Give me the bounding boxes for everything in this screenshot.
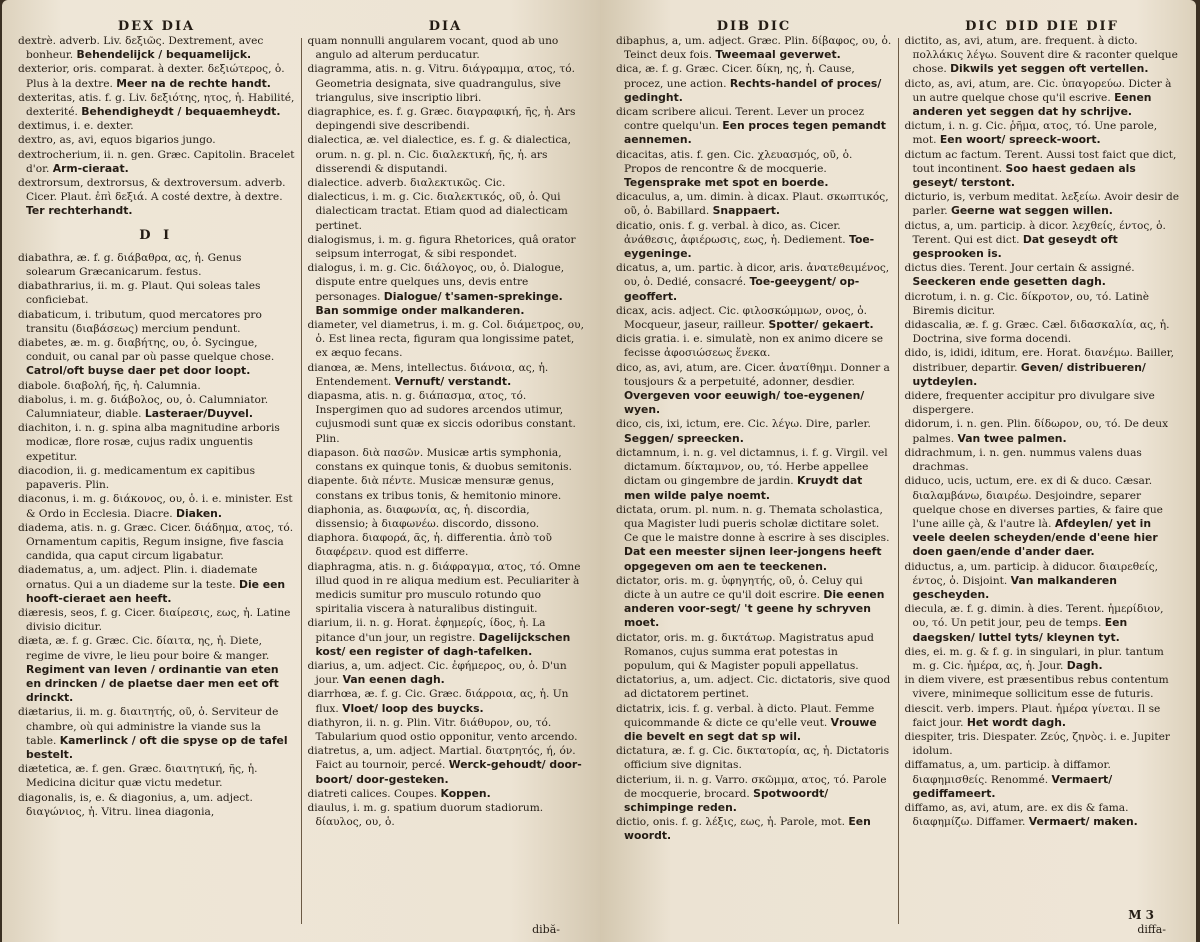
entry-text: dicaculus, a, um. dimin. à dicax. Plaut. σκωπτικός, οῦ, ὁ. Babillard. — [616, 191, 889, 218]
entry-dutch: Ter rechterhandt. — [26, 204, 133, 218]
dictionary-entry — [18, 251, 295, 279]
dictionary-entry — [18, 563, 295, 606]
entry-text: diabaticum, i. tributum, quod mercatores pro transitu (διαβάσεως) mercium pendunt. — [18, 308, 262, 335]
dictionary-entry — [905, 801, 1181, 829]
entry-text: diecula, æ. f. g. dimin. à dies. Terent. ἡμερίδιον, ου, τό. Un petit jour, peu de temps. — [904, 603, 1164, 630]
left-page — [2, 0, 600, 942]
dictionary-entry — [308, 503, 585, 531]
dictionary-entry — [905, 290, 1181, 318]
entry-text: diatreti calices. Coupes. — [307, 787, 441, 800]
entry-dutch: Toe-eygeninge. — [624, 232, 875, 261]
entry-text: dies, ei. m. g. & f. g. in singulari, in plur. tantum m. g. Cic. ἡμέρα, ας, ἡ. Jour. — [904, 645, 1164, 672]
entry-dutch: Eenen anderen yet seggen dat hy schrijve. — [912, 90, 1152, 119]
entry-text: dictito, as, avi, atum, are. frequent. à dicto. πολλάκις λέγω. Souvent dire & raconter quelque chose. — [904, 35, 1178, 76]
dictionary-entry — [308, 34, 585, 62]
entry-text: dicatus, a, um. partic. à dicor, aris. ἀνατεθειμένος, ου, ὁ. Dedié, consacré. — [616, 262, 890, 289]
dictionary-entry — [308, 318, 585, 361]
entry-dutch: Soo haest gedaen als geseyt/ terstont. — [912, 161, 1136, 190]
dictionary-entry — [308, 787, 585, 801]
entry-text: diabathra, æ. f. g. διάβαθρα, ας, ἡ. Genus solearum Græcanicarum. festus. — [18, 251, 242, 279]
entry-text: diaphragma, atis. n. g. διάφραγμα, ατος, τό. Omne illud quod in re aliqua medium est. Peculiariter à medicis sumitur pro musculo rotundo quo spiritalia viscera à naturalibus distinguit. — [307, 560, 581, 616]
right-page — [600, 0, 1196, 942]
entry-dutch: Geerne wat seggen willen. — [950, 204, 1113, 218]
entry-text: dido, is, ididi, iditum, ere. Horat. διανέμω. Bailler, distribuer, departir. — [904, 347, 1175, 374]
entry-text: didascalia, æ. f. g. Græc. Cæl. διδασκαλία, ας, ἡ. Doctrina, sive forma docendi. — [904, 319, 1170, 346]
entry-dutch: Geven/ distribueren/ uytdeylen. — [912, 360, 1146, 388]
running-head: DIB DIC — [716, 19, 792, 34]
dictionary-entry — [308, 616, 585, 659]
dictionary-entry — [905, 119, 1181, 147]
dictionary-entry — [18, 176, 295, 219]
dictionary-entry — [905, 602, 1181, 645]
dictionary-entry — [18, 705, 295, 762]
dictionary-entry — [905, 702, 1181, 730]
entry-text: dexterior, oris. comparat. à dexter. δεξιώτερος, ὁ. Plus à la dextre. — [18, 63, 285, 90]
dictionary-entry — [616, 446, 892, 503]
entry-dutch: Afdeylen/ yet in veele deelen scheyden/ende d'eene hier doen gaen/ende d'ander daer. — [912, 516, 1158, 559]
dictionary-entry — [308, 176, 585, 190]
dictionary-entry — [616, 702, 892, 745]
entry-dutch: Een woort/ spreeck-woort. — [939, 133, 1101, 147]
dictionary-entry — [308, 261, 585, 318]
dictionary-entry — [905, 758, 1181, 801]
dictionary-entry — [616, 744, 892, 772]
entry-dutch: Vermaert/ gediffameert. — [912, 772, 1113, 800]
entry-text: quam nonnulli angularem vocant, quod ab uno angulo ad alterum perducatur. — [307, 35, 559, 62]
right-page-columns — [610, 34, 1186, 924]
entry-dutch: Behendigheydt / bequaemheydt. — [81, 105, 281, 119]
entry-text: dicax, acis. adject. Cic. φιλοσκώμμων, ονος, ὁ. Mocqueur, jaseur, railleur. — [616, 304, 868, 332]
entry-text: dictatrix, icis. f. g. verbal. à dicto. Plaut. Femme quicommande & dicte ce qu'elle veut. — [616, 702, 875, 729]
dictionary-entry — [905, 318, 1181, 346]
entry-text: diaphonia, as. διαφωνία, ας, ἡ. discordia, dissensio; à διαφωνέω. discordo, dissono. — [307, 503, 540, 530]
dictionary-entry — [616, 773, 892, 816]
entry-text: dicacitas, atis. f. gen. Cic. χλευασμός, οῦ, ὁ. Propos de rencontre & de mocquerie. — [616, 148, 853, 175]
dictionary-entry — [616, 105, 892, 148]
entry-text: dextimus, i. e. dexter. — [18, 120, 134, 133]
entry-text: diagraphice, es. f. g. Græc. διαγραφική, ῆς, ἡ. Ars depingendi sive describendi. — [307, 106, 576, 133]
dictionary-entry — [18, 379, 295, 393]
entry-text: dialecticus, i. m. g. Cic. διαλεκτικός, οῦ, ὁ. Qui dialecticam tractat. Etiam quod ad dialecticam pertinet. — [307, 191, 568, 232]
dictionary-entry — [308, 474, 585, 502]
dictionary-entry — [308, 361, 585, 389]
entry-text: diarrhœa, æ. f. g. Cic. Græc. διάρροια, ας, ἡ. Un flux. — [307, 688, 569, 715]
column — [610, 34, 898, 924]
dictionary-entry — [308, 659, 585, 687]
entry-text: diapente. διὰ πέντε. Musicæ mensuræ genus, constans ex tribus tonis, & hemitonio minore. — [307, 475, 562, 502]
entry-text: diescit. verb. impers. Plaut. ἡμέρα γίνεται. Il se faict jour. — [904, 702, 1161, 729]
dictionary-entry — [18, 606, 295, 634]
entry-text: dicterium, ii. n. g. Varro. σκῶμμα, ατος, τό. Parole de mocquerie, brocard. — [616, 773, 887, 800]
entry-dutch: Vermaert/ maken. — [1028, 815, 1138, 829]
entry-text: didorum, i. n. gen. Plin. δίδωρον, ου, τό. De deux palmes. — [904, 418, 1169, 445]
entry-dutch: Lasteraer/Duyvel. — [144, 407, 253, 421]
dictionary-entry — [18, 148, 295, 176]
entry-text: diapasma, atis. n. g. διάπασμα, ατος, τό. Inspergimen quo ad sudores arcendos utimur, cujusmodi sunt quæ ex siccis odoribus constant. Plin. — [307, 390, 576, 445]
entry-text: dialectica, æ. vel dialectice, es. f. g. & dialectica, orum. n. g. pl. n. Cic. διαλεκτική, ῆς, ἡ. ars disserendi & disputandi. — [307, 134, 571, 175]
left-page-header — [12, 8, 590, 34]
entry-text: diffamatus, a, um. particip. à diffamor. διαφημισθείς. Renommé. — [904, 759, 1111, 786]
entry-dutch: Vernuft/ verstandt. — [394, 374, 512, 388]
entry-text: diæresis, seos, f. g. Cicer. διαίρεσις, εως, ἡ. Latine divisio dicitur. — [18, 606, 291, 634]
entry-dutch: Kruydt dat men wilde palye noemt. — [624, 474, 863, 502]
dictionary-entry — [905, 474, 1181, 559]
entry-text: dico, cis, ixi, ictum, ere. Cic. λέγω. Dire, parler. — [616, 418, 871, 431]
entry-dutch: Het wordt dagh. — [966, 715, 1066, 729]
entry-text: diaphora. διαφορά, ᾶς, ἡ. differentia. ἀπὸ τοῦ διαφέρειν. quod est differre. — [307, 532, 552, 559]
dictionary-entry — [905, 148, 1181, 191]
dictionary-entry — [905, 190, 1181, 218]
dictionary-entry — [308, 744, 585, 787]
running-head: DIC DID DIE DIF — [965, 19, 1119, 34]
entry-text: dialogus, i. m. g. Cic. διάλογος, ου, ὁ. Dialogue, dispute entre quelques uns, devis entre personages. — [307, 262, 565, 303]
entry-text: diæta, æ. f. g. Græc. Cic. δίαιτα, ης, ἡ. Diete, regime de vivre, le lieu pour boire & manger. — [18, 635, 270, 662]
entry-text: diacodion, ii. g. medicamentum ex capitibus papaveris. Plin. — [18, 464, 256, 492]
dictionary-entry — [308, 716, 585, 744]
dictionary-entry — [308, 389, 585, 446]
dictionary-entry — [18, 308, 295, 336]
entry-text: diadematus, a, um. adject. Plin. i. diademate ornatus. Qui a un diademe sur la teste. — [18, 564, 258, 591]
entry-text: diadema, atis. n. g. Græc. Cicer. διάδημα, ατος, τό. Ornamentum capitis, Regum insigne, five fascia candida, qua caput circum ligabatur. — [18, 521, 294, 563]
entry-text: dialectice. adverb. διαλεκτικῶς. Cic. — [307, 177, 506, 190]
dictionary-entry — [308, 801, 585, 829]
dictionary-entry — [18, 34, 295, 62]
entry-dutch: Die een hooft-cieraet aen heeft. — [26, 577, 286, 605]
section-heading: D I — [139, 227, 174, 243]
dictionary-entry — [616, 673, 892, 701]
dictionary-entry — [616, 631, 892, 674]
entry-dutch: Diaken. — [175, 506, 222, 520]
entry-dutch: Snappaert. — [712, 204, 781, 218]
dictionary-entry — [616, 815, 892, 843]
entry-dutch: Overgeven voor eeuwigh/ toe-eygenen/ wyen. — [624, 389, 865, 417]
entry-dutch: Een proces tegen pemandt aennemen. — [624, 119, 886, 147]
dictionary-entry — [18, 279, 295, 307]
entry-text: dialogismus, i. m. g. figura Rhetorices, quâ orator seipsum interrogat, & sibi respondet. — [307, 233, 576, 261]
entry-dutch: Van eenen dagh. — [342, 673, 445, 687]
entry-text: dextro, as, avi, equos bigarios jungo. — [18, 134, 216, 147]
entry-text: diagramma, atis. n. g. Vitru. διάγραμμα, ατος, τό. Geometria designata, sive quadrangulus, sive triangulus, sive inscriptio libri. — [307, 63, 575, 104]
dictionary-entry — [308, 560, 585, 617]
dictionary-entry — [18, 791, 295, 819]
catchword: diffa- — [1137, 923, 1166, 936]
dictionary-entry — [18, 464, 295, 492]
dictionary-entry — [18, 133, 295, 147]
dictionary-entry — [616, 190, 892, 218]
entry-text: dictum, i. n. g. Cic. ῥῆμα, ατος, τό. Une parole, mot. — [904, 120, 1158, 147]
dictionary-entry — [905, 417, 1181, 445]
dictionary-entry — [18, 62, 295, 90]
entry-dutch: Arm-cieraat. — [52, 161, 129, 175]
entry-dutch: Van twee palmen. — [957, 431, 1067, 445]
dictionary-entry — [616, 304, 892, 332]
entry-text: dico, as, avi, atum, are. Cicer. ἀνατίθημι. Donner a tousjours & a perpetuité, adonner, desdier. — [616, 361, 890, 388]
entry-dutch: Dialogue/ t'samen-sprekinge. Ban sommige onder malkanderen. — [315, 289, 563, 317]
entry-dutch: Catrol/oft buyse daer pet door loopt. — [26, 364, 251, 378]
entry-text: dictata, orum. pl. num. n. g. Themata scholastica, qua Magister ludi pueris scholæ dictitare solet. Ce que le maistre donne à escrire à ses disciples. — [616, 503, 890, 545]
entry-text: diaconus, i. m. g. διάκονος, ου, ὁ. i. e. minister. Est & Ordo in Ecclesia. Diacre. — [18, 493, 293, 520]
entry-dutch: Seeckeren ende gesetten dagh. — [912, 275, 1106, 289]
entry-text: dextrè. adverb. Liv. δεξιῶς. Dextrement, avec bonheur. — [18, 35, 264, 62]
dictionary-entry — [308, 105, 585, 133]
dictionary-entry — [308, 133, 585, 176]
dictionary-entry — [308, 687, 585, 715]
entry-dutch: Dat geseydt oft gesprooken is. — [912, 232, 1118, 261]
right-page-header — [610, 8, 1186, 34]
dictionary-entry — [18, 393, 295, 421]
entry-text: dictus dies. Terent. Jour certain & assigné. — [904, 262, 1135, 275]
entry-text: dextrocherium, ii. n. gen. Græc. Capitolin. Bracelet d'or. — [18, 148, 295, 175]
running-head: DIA — [428, 19, 463, 34]
dictionary-entry — [308, 233, 585, 261]
dictionary-entry — [616, 332, 892, 360]
entry-dutch: Kamerlinck / oft die spyse op de tafel bestelt. — [26, 733, 288, 761]
dictionary-entry — [616, 148, 892, 191]
entry-text: diachiton, i. n. g. spina alba magnitudine arboris modicæ, flore rosæ, cujus radix unguentis expetitur. — [18, 422, 280, 463]
dictionary-entry — [905, 645, 1181, 673]
catchword: dibă- — [532, 923, 560, 936]
entry-text: diarium, ii. n. g. Horat. ἐφημερίς, ίδος, ἡ. La pitance d'un jour, un registre. — [307, 617, 546, 644]
entry-dutch: Een daegsken/ luttel tyts/ kleynen tyt. — [912, 616, 1128, 644]
entry-dutch: Koppen. — [440, 786, 491, 800]
dictionary-entry — [616, 261, 892, 304]
entry-text: dicis gratia. i. e. simulatè, non ex animo dicere se fecisse ἀφοσιώσεως ἕνεκα. — [616, 333, 884, 360]
entry-text: diætarius, ii. m. g. διαιτητής, οῦ, ὁ. Serviteur de chambre, où qui administre la viande sus la table. — [18, 706, 279, 747]
entry-dutch: Behendelijck / bequamelijck. — [76, 48, 252, 62]
entry-text: dicto, as, avi, atum, are. Cic. ὑπαγορεύω. Dicter à un autre quelque chose qu'il escrive. — [904, 77, 1172, 104]
entry-text: diffamo, as, avi, atum, are. ex dis & fama. διαφημίζω. Diffamer. — [904, 801, 1129, 829]
entry-text: diathyron, ii. n. g. Plin. Vitr. διάθυρον, ου, τό. Tabularium quod ostio opponitur, vento arcendo. — [307, 716, 578, 743]
entry-text: dicatio, onis. f. g. verbal. à dico, as. Cicer. ἀνάθεσις, ἀφιέρωσις, εως, ἡ. Dediement. — [616, 219, 850, 246]
dictionary-entry — [18, 421, 295, 464]
dictionary-entry — [905, 730, 1181, 758]
entry-text: dictamnum, i. n. g. vel dictamnus, i. f. g. Virgil. vel dictamum. δίκταμνον, ου, τό. Herbe appellee dictam ou gingembre de jardin. — [616, 446, 888, 488]
entry-text: dictator, oris. m. g. δικτάτωρ. Magistratus apud Romanos, cujus summa erat potestas in populum, qui & Magister populi appellatus. — [616, 631, 874, 672]
dictionary-entry — [616, 219, 892, 262]
entry-text: dictatura, æ. f. g. Cic. δικτατορία, ας, ἡ. Dictatoris officium sive dignitas. — [616, 745, 890, 772]
entry-text: diabole. διαβολή, ῆς, ἡ. Calumnia. — [18, 379, 201, 392]
entry-dutch: Vrouwe die bevelt en segt dat sp wil. — [624, 715, 877, 743]
dictionary-entry — [18, 492, 295, 520]
entry-text: dictio, onis. f. g. λέξις, εως, ἡ. Parole, mot. — [616, 816, 849, 829]
signature-mark: M 3 — [1128, 908, 1154, 922]
entry-text: dictus, a, um. particip. à dicor. λεχθείς, έντος, ὁ. Terent. Qui est dict. — [904, 219, 1166, 246]
entry-text: dibaphus, a, um. adject. Græc. Plin. δίβαφος, ου, ὁ. Teinct deux fois. — [616, 35, 892, 62]
dictionary-entry — [308, 531, 585, 559]
entry-text: dianœa, æ. Mens, intellectus. διάνοια, ας, ἡ. Entendement. — [307, 361, 549, 388]
dictionary-entry — [308, 446, 585, 474]
entry-text: dictator, oris. m. g. ὑφηγητής, οῦ, ὁ. Celuy qui dicte à un autre ce qu'il doit escrire. — [616, 574, 863, 601]
entry-dutch: Werck-gehoudt/ door-boort/ door-gesteken. — [315, 758, 582, 786]
dictionary-entry — [18, 521, 295, 564]
column — [899, 34, 1187, 924]
entry-text: diaulus, i. m. g. spatium duorum stadiorum. δίαυλος, ου, ὁ. — [307, 801, 544, 829]
entry-dutch: Tweemaal geverwet. — [715, 48, 841, 62]
entry-dutch: Dikwils yet seggen oft vertellen. — [950, 62, 1149, 76]
entry-text: diapason. διὰ πασῶν. Musicæ artis symphonia, constans ex quinque tonis, & duobus semitonis. — [307, 446, 572, 474]
entry-text: diabetes, æ. m. g. διαβήτης, ου, ὁ. Sycingue, conduit, ou canal par où passe quelque chose. — [18, 337, 275, 364]
entry-text: dictatorius, a, um. adject. Cic. dictatoris, sive quod ad dictatorem pertinet. — [616, 674, 891, 701]
dictionary-entry — [18, 336, 295, 379]
column — [12, 34, 301, 924]
entry-dutch: Tegensprake met spot en boerde. — [624, 176, 829, 190]
entry-text: didere, frequenter accipitur pro divulgare sive dispergere. — [904, 390, 1155, 417]
dictionary-entry — [905, 389, 1181, 417]
entry-text: dexteritas, atis. f. g. Liv. δεξιότης, ητος, ἡ. Habilité, dexterité. — [18, 91, 295, 119]
dictionary-entry — [18, 119, 295, 133]
dictionary-entry — [18, 634, 295, 705]
entry-text: dextrorsum, dextrorsus, & dextroversum. adverb. Cicer. Plaut. ἐπὶ δεξιά. A costé dextre, à dextre. — [18, 177, 286, 204]
entry-dutch: Spotter/ gekaert. — [768, 318, 874, 332]
entry-text: diabolus, i. m. g. διάβολος, ου, ὁ. Calumniator. Calumniateur, diable. — [18, 393, 269, 421]
entry-dutch: Regiment van leven / ordinantie van eten en drincken / de plaetse daer men eet oft drinckt. — [26, 662, 279, 705]
entry-dutch: Die eenen anderen voor-segt/ 't geene hy schryven moet. — [624, 587, 885, 630]
dictionary-entry — [905, 77, 1181, 120]
entry-dutch: Van malkanderen gescheyden. — [912, 573, 1117, 601]
dictionary-entry — [18, 762, 295, 790]
entry-text: diabathrarius, ii. m. g. Plaut. Qui soleas tales conficiebat. — [18, 280, 261, 307]
entry-dutch: Rechts-handel of proces/ gedinght. — [624, 76, 882, 104]
dictionary-entry — [616, 361, 892, 418]
entry-text: dictum ac factum. Terent. Aussi tost faict que dict, tout incontinent. — [904, 148, 1177, 175]
dictionary-entry — [905, 346, 1181, 389]
entry-text: diespiter, tris. Diespater. Ζεύς, ζηνὸς. i. e. Jupiter idolum. — [904, 730, 1170, 758]
entry-dutch: Seggen/ spreecken. — [624, 431, 744, 445]
dictionary-entry — [905, 219, 1181, 262]
entry-text: didrachmum, i. n. gen. nummus valens duas drachmas. — [904, 446, 1142, 474]
entry-dutch: Een woordt. — [624, 815, 871, 843]
entry-text: diameter, vel diametrus, i. m. g. Col. διάμετρος, ου, ὁ. Est linea recta, figuram qua longissime patet, ex æquo fecans. — [307, 319, 584, 360]
entry-text: dicturio, is, verbum meditat. λεξείω. Avoir desir de parler. — [904, 191, 1180, 218]
dictionary-entry — [905, 261, 1181, 289]
entry-text: diarius, a, um. adject. Cic. ἐφήμερος, ου, ὁ. D'un jour. — [307, 659, 567, 687]
dictionary-entry — [905, 34, 1181, 77]
entry-dutch: Spotwoordt/ schimpinge reden. — [624, 786, 829, 814]
dictionary-entry — [18, 91, 295, 119]
left-page-columns — [12, 34, 590, 924]
dictionary-entry — [308, 62, 585, 105]
entry-dutch: Vloet/ loop des buycks. — [342, 701, 484, 715]
entry-text: diatretus, a, um. adject. Martial. διατρητός, ή, όν. Faict au tournoir, percé. — [307, 745, 576, 772]
entry-dutch: Meer na de rechte handt. — [116, 76, 271, 90]
dictionary-entry — [616, 417, 892, 445]
dictionary-entry — [616, 574, 892, 631]
entry-text: dica, æ. f. g. Græc. Cicer. δίκη, ης, ἡ. Cause, procez, une action. — [616, 63, 855, 90]
running-head: DEX DIA — [117, 19, 196, 34]
entry-text: diductus, a, um. particip. à diducor. διαιρεθείς, έντος, ὁ. Disjoint. — [904, 560, 1159, 587]
entry-text: diduco, ucis, uctum, ere. ex di & duco. Cæsar. διαλαμβάνω, διαιρέω. Desjoindre, separer quelque chose en diverses parties, & faire que l'une aille çà, & l'autre là. — [904, 475, 1163, 530]
dictionary-entry — [616, 62, 892, 105]
entry-dutch: Dat een meester sijnen leer-jongens heeft opgegeven om aen te teeckenen. — [624, 545, 882, 573]
column — [302, 34, 591, 924]
entry-text: dicrotum, i. n. g. Cic. δίκροτον, ου, τό. Latinè Biremis dicitur. — [904, 290, 1150, 317]
entry-text: diagonalis, is, e. & diagonius, a, um. adject. διαγώνιος, ἡ. Vitru. linea diagonia, — [18, 791, 253, 818]
entry-dutch: Toe-geeygent/ op-geoffert. — [624, 275, 860, 303]
dictionary-entry — [905, 673, 1181, 701]
dictionary-entry — [905, 446, 1181, 474]
entry-dutch: Dagelijckschen kost/ een register of dagh-tafelken. — [315, 630, 571, 658]
dictionary-entry — [905, 560, 1181, 603]
dictionary-entry — [616, 34, 892, 62]
entry-text: in diem vivere, est præsentibus rebus contentum vivere, minimeque sollicitum esse de futuris. — [904, 674, 1169, 701]
entry-text: dicam scribere alicui. Terent. Lever un procez contre quelqu'un. — [616, 106, 865, 133]
dictionary-entry — [308, 190, 585, 233]
dictionary-entry — [616, 503, 892, 574]
entry-dutch: Dagh. — [1066, 658, 1103, 672]
entry-text: diætetica, æ. f. gen. Græc. διαιτητική, ῆς, ἡ. Medicina dicitur quæ victu medetur. — [18, 763, 258, 790]
